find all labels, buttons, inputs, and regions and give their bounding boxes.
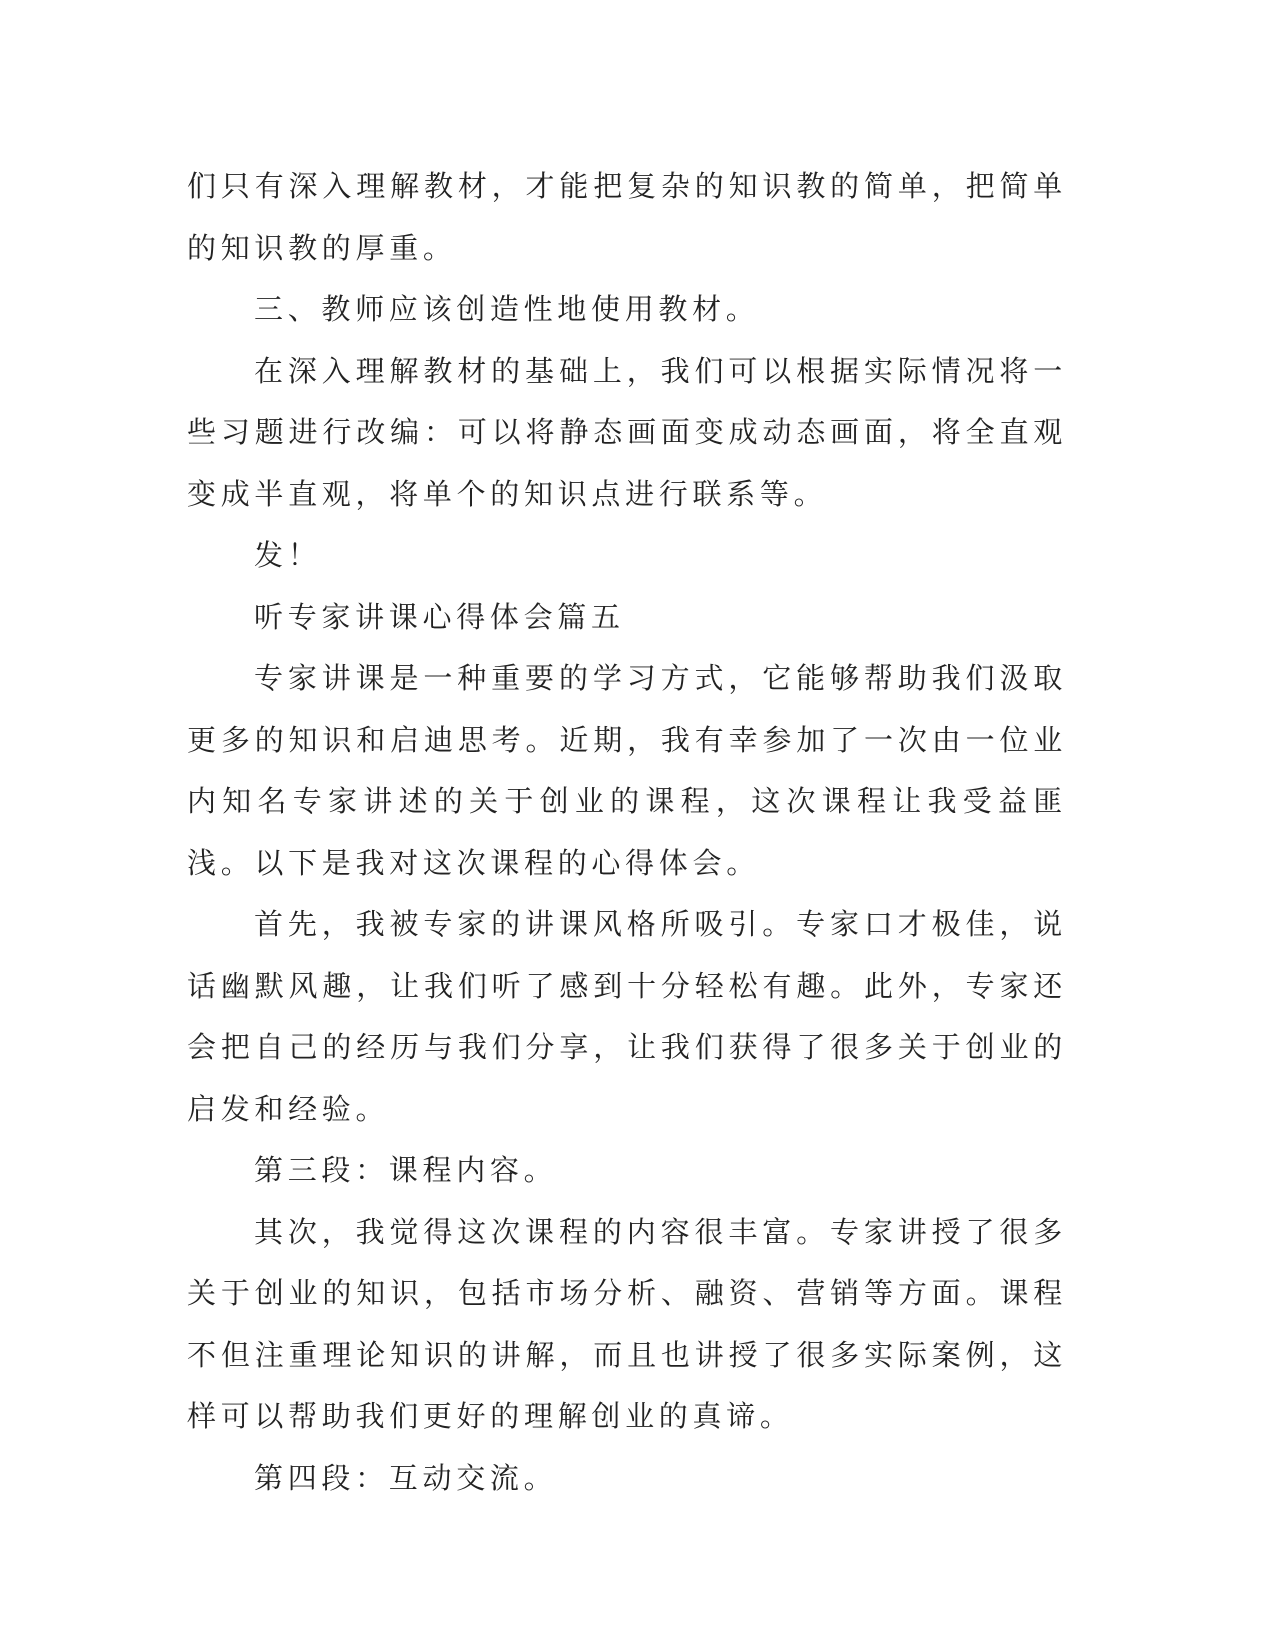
section-heading: 第三段：课程内容。 [254,1153,558,1187]
article-title: 听专家讲课心得体会篇五 [254,599,625,634]
paragraph: 首先，我被专家的讲课风格所吸引。专家口才极佳，说话幽默风趣，让我们听了感到十分轻松有趣。此外，专家还会把自己的经历与我们分享，让我们获得了很多关于创业的启发和经验。 [187,907,1067,1126]
paragraph: 在深入理解教材的基础上，我们可以根据实际情况将一些习题进行改编：可以将静态画面变成动态画面，将全直观变成半直观，将单个的知识点进行联系等。 [187,353,1067,511]
section-heading: 第四段：互动交流。 [254,1460,558,1495]
document-body [187,156,1067,1509]
paragraph: 专家讲课是一种重要的学习方式，它能够帮助我们汲取更多的知识和启迪思考。近期，我有幸参加了一次由一位业内知名专家讲述的关于创业的课程，这次课程让我受益匪浅。以下是我对这次课程的心得体会。 [187,661,1067,880]
paragraph: 其次，我觉得这次课程的内容很丰富。专家讲授了很多关于创业的知识，包括市场分析、融资、营销等方面。课程不但注重理论知识的讲解，而且也讲授了很多实际案例，这样可以帮助我们更好的理解创业的真谛。 [187,1214,1067,1433]
section-heading-3: 三、教师应该创造性地使用教材。 [254,292,760,326]
paragraph-continued: 们只有深入理解教材，才能把复杂的知识教的简单，把简单的知识教的厚重。 [187,169,1067,265]
paragraph-fragment: 发！ [254,538,322,572]
